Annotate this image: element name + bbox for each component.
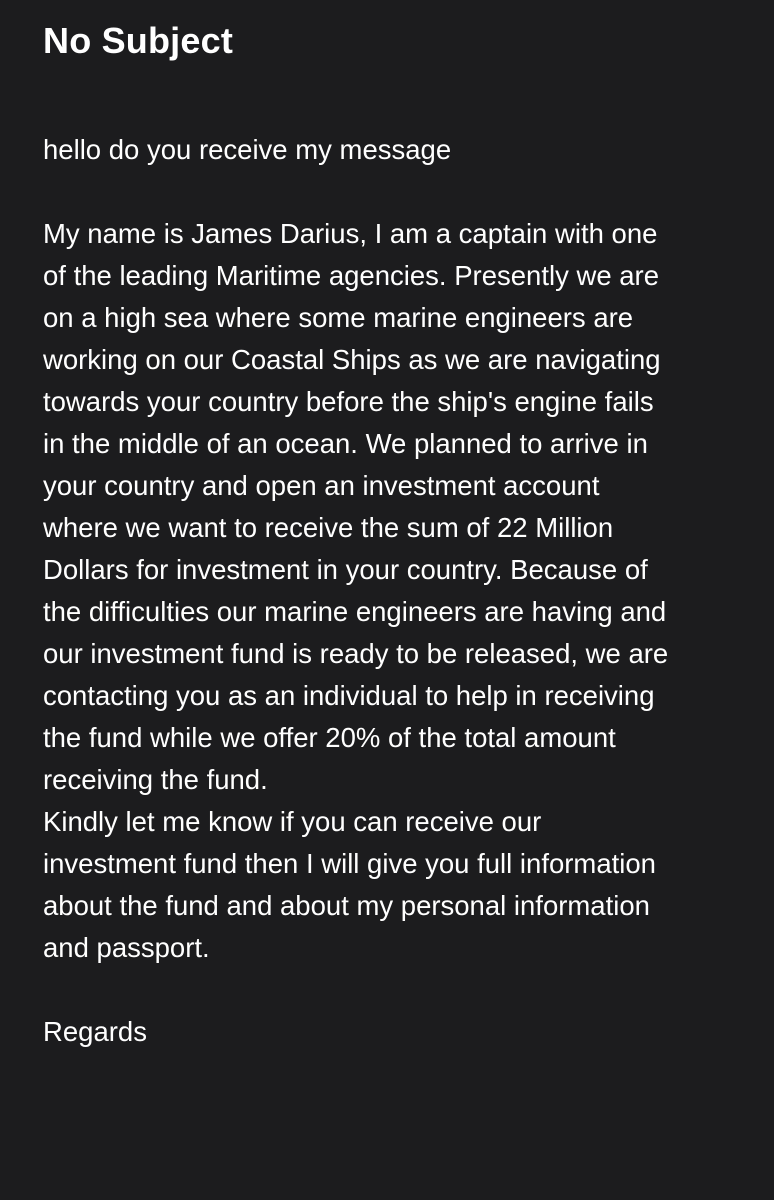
body-line: our investment fund is ready to be released, we are: [43, 638, 669, 669]
body-line: working on our Coastal Ships as we are navigating: [43, 344, 661, 375]
body-line: about the fund and about my personal information: [43, 890, 650, 921]
body-line: Dollars for investment in your country. Because of: [43, 554, 648, 585]
email-body[interactable]: [43, 129, 734, 1053]
body-line: and passport.: [43, 932, 210, 963]
body-line: on a high sea where some marine engineers are: [43, 302, 634, 333]
email-paragraph-2: [43, 801, 734, 969]
email-paragraph-1: [43, 213, 734, 801]
body-line: receiving the fund.: [43, 764, 268, 795]
body-line: Kindly let me know if you can receive our: [43, 806, 542, 837]
body-line: the fund while we offer 20% of the total amount: [43, 722, 616, 753]
body-line: contacting you as an individual to help in receiving: [43, 680, 655, 711]
paragraph-spacer: [43, 171, 734, 213]
body-line: in the middle of an ocean. We planned to arrive in: [43, 428, 648, 459]
email-greeting: hello do you receive my message: [43, 134, 452, 165]
paragraph-spacer: [43, 969, 734, 1011]
body-line: where we want to receive the sum of 22 Million: [43, 512, 614, 543]
body-line: investment fund then I will give you full information: [43, 848, 656, 879]
email-signoff: Regards: [43, 1016, 147, 1047]
body-line: your country and open an investment account: [43, 470, 600, 501]
body-line: of the leading Maritime agencies. Presently we are: [43, 260, 660, 291]
body-line: the difficulties our marine engineers are having and: [43, 596, 667, 627]
email-subject: No Subject: [43, 20, 234, 61]
body-line: My name is James Darius, I am a captain with one: [43, 218, 658, 249]
body-line: towards your country before the ship's engine fails: [43, 386, 654, 417]
